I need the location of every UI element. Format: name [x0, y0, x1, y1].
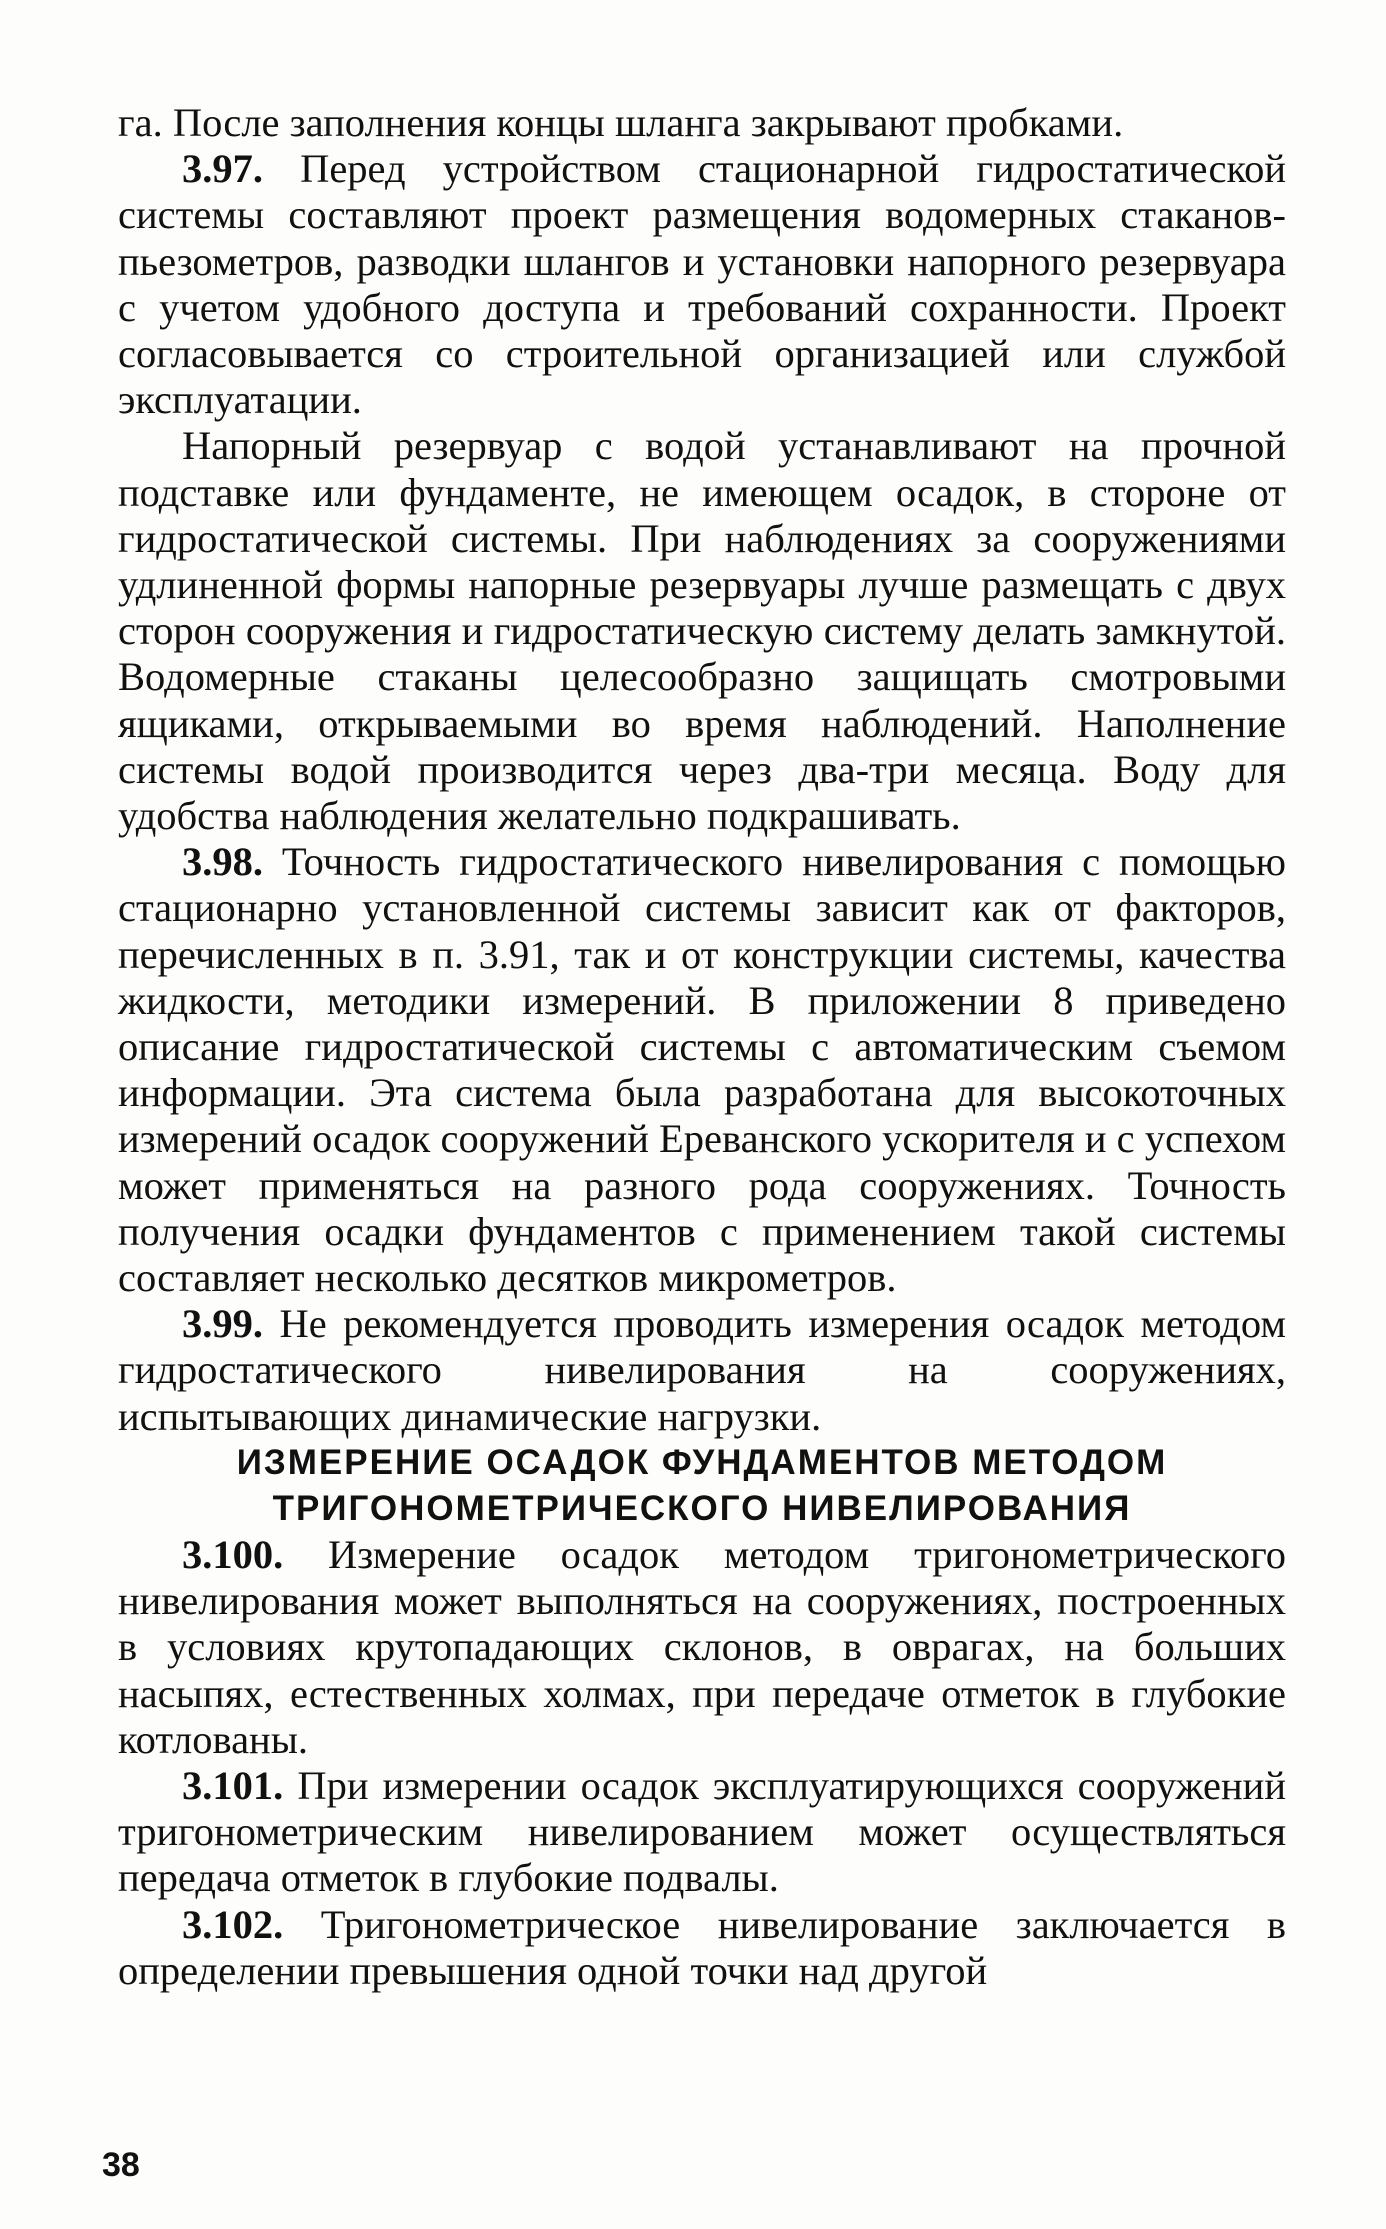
paragraph-3-101	[118, 1763, 1286, 1902]
paragraph-number: 3.99.	[182, 1301, 263, 1347]
paragraph-text: Не рекомендуется проводить измерения осадок методом гидростатического нивелирования на сооружениях, испытывающих динамические нагрузки.	[118, 1301, 1286, 1439]
paragraph-number: 3.101.	[182, 1762, 284, 1808]
paragraph-3-99	[118, 1301, 1286, 1440]
paragraph-continuation	[118, 100, 1286, 146]
paragraph-text: Тригонометрическое нивелирование заключается в определении превышения одной точки над другой	[118, 1901, 1286, 1993]
paragraph-number: 3.97.	[182, 146, 263, 192]
paragraph-3-100	[118, 1532, 1286, 1763]
section-heading-line-2: ТРИГОНОМЕТРИЧЕСКОГО НИВЕЛИРОВАНИЯ	[272, 1488, 1132, 1528]
paragraph-text: При измерении осадок эксплуатирующихся сооружений тригонометрическим нивелированием может осуществляться передача отметок в глубокие подвалы.	[118, 1762, 1286, 1901]
paragraph-text: га. После заполнения концы шланга закрывают пробками.	[118, 100, 1124, 145]
section-heading	[118, 1440, 1286, 1532]
page-number: 38	[102, 2146, 140, 2184]
paragraph-number: 3.98.	[182, 839, 263, 885]
paragraph-number: 3.100.	[182, 1531, 284, 1577]
paragraph-3-97	[118, 146, 1286, 423]
paragraph-number: 3.102.	[182, 1901, 284, 1947]
paragraph-text: Точность гидростатического нивелирования с помощью стационарно установленной системы зависит как от факторов, перечисленных в п. 3.91, так и от конструкции системы, качества жидкости, методики измерений. В приложении 8 приведено описание гидростатической системы с автоматическим съемом информации. Эта система была разработана для высокоточных измерений осадок сооружений Ереванского ускорителя и с успехом может применяться на разного рода сооружениях. Точность получения осадки фундаментов с применением такой системы составляет несколько десятков микрометров.	[118, 839, 1286, 1301]
paragraph-text: Перед устройством стационарной гидростатической системы составляют проект размещения водомерных стаканов-пьезометров, разводки шлангов и установки напорного резервуара с учетом удобного доступа и требований сохранности. Проект согласовывается со строительной организацией или службой эксплуатации.	[118, 146, 1286, 423]
body-text	[118, 100, 1286, 1994]
paragraph-3-102	[118, 1902, 1286, 1994]
paragraph-reservoir	[118, 423, 1286, 839]
section-heading-line-1: ИЗМЕРЕНИЕ ОСАДОК ФУНДАМЕНТОВ МЕТОДОМ	[236, 1442, 1168, 1482]
paragraph-text: Измерение осадок методом тригонометрического нивелирования может выполняться на сооружениях, построенных в условиях крутопадающих склонов, в оврагах, на больших насыпях, естественных холмах, при передаче отметок в глубокие котлованы.	[118, 1531, 1286, 1762]
paragraph-3-98	[118, 839, 1286, 1301]
paragraph-text: Напорный резервуар с водой устанавливают на прочной подставке или фундаменте, не имеющем осадок, в стороне от гидростатической системы. При наблюдениях за сооружениями удлиненной формы напорные резервуары лучше размещать с двух сторон сооружения и гидростатическую систему делать замкнутой. Водомерные стаканы целесообразно защищать смотровыми ящиками, открываемыми во время наблюдений. Наполнение системы водой производится через два-три месяца. Воду для удобства наблюдения желательно подкрашивать.	[118, 423, 1286, 839]
